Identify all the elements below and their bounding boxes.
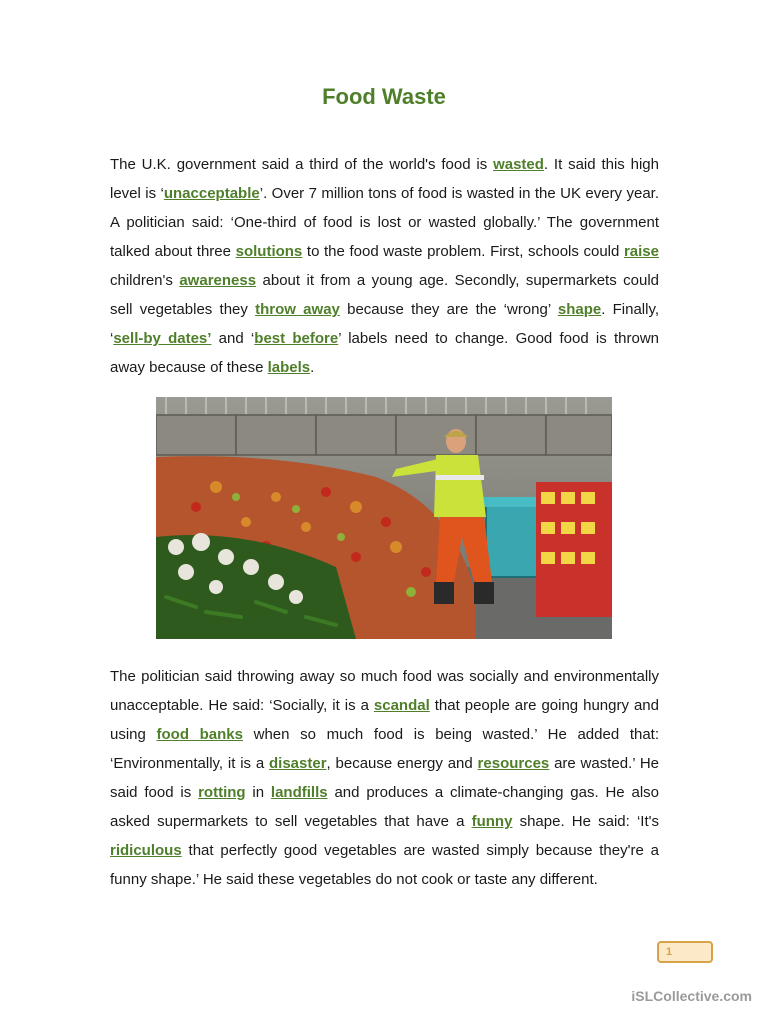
keyword-link[interactable]: food banks xyxy=(156,726,243,743)
text: because they are the ‘wrong’ xyxy=(339,301,558,318)
paragraph-2 xyxy=(110,662,659,894)
keyword-link[interactable]: labels xyxy=(267,359,311,376)
text: are wasted.’ He said food is xyxy=(110,755,660,801)
text: about it from a young age. Secondly, supermarkets could sell vegetables they xyxy=(110,272,660,318)
page-number-badge: 1 xyxy=(657,941,713,963)
keyword-link[interactable]: ridiculous xyxy=(110,842,182,859)
keyword-link[interactable]: sell-by dates’ xyxy=(113,330,212,347)
text: shape. He said: ‘It's xyxy=(512,813,659,830)
keyword-link[interactable]: disaster xyxy=(269,755,327,772)
text: that people are going hungry and using xyxy=(110,697,659,743)
keyword-link[interactable]: unacceptable xyxy=(163,185,260,202)
keyword-link[interactable]: scandal xyxy=(373,697,430,714)
watermark: iSLCollective.com xyxy=(631,988,752,1004)
text: children's xyxy=(110,272,180,289)
keyword-link[interactable]: throw away xyxy=(255,301,340,318)
keyword-link[interactable]: solutions xyxy=(235,243,303,260)
food-waste-photo xyxy=(156,397,612,639)
text: to the food waste problem. First, schools could xyxy=(302,243,624,260)
keyword-link[interactable]: wasted xyxy=(493,156,544,173)
keyword-link[interactable]: awareness xyxy=(179,272,257,289)
text: and ‘ xyxy=(211,330,255,347)
text: and produces a climate-changing gas. He also asked supermarkets to sell vegetables that have a xyxy=(110,784,660,830)
text: ’ labels need to change. Good food is thrown away because of these xyxy=(110,330,660,376)
keyword-link[interactable]: best before xyxy=(254,330,339,347)
keyword-link[interactable]: funny xyxy=(471,813,513,830)
text: when so much food is being wasted.’ He added that: ‘Environmentally, it is a xyxy=(110,726,659,772)
text: in xyxy=(245,784,271,801)
keyword-link[interactable]: resources xyxy=(477,755,550,772)
text: . It said this high level is ‘ xyxy=(110,156,659,202)
text: The U.K. government said a third of the world's food is xyxy=(110,156,494,173)
page-title: Food Waste xyxy=(322,84,446,109)
text: , because energy and xyxy=(326,755,478,772)
keyword-link[interactable]: shape xyxy=(557,301,602,318)
paragraph-1 xyxy=(110,150,659,382)
text: that perfectly good vegetables are wasted simply because they're a funny shape.’ He said these vegetables do not cook or taste any different. xyxy=(110,842,659,888)
keyword-link[interactable]: raise xyxy=(623,243,659,260)
keyword-link[interactable]: rotting xyxy=(198,784,246,801)
text: . xyxy=(310,359,315,376)
text: ’. Over 7 million tons of food is wasted in the UK every year. A politician said: ‘One-third of food is lost or wasted globally.’ The government talked about three xyxy=(110,185,659,260)
keyword-link[interactable]: landfills xyxy=(270,784,328,801)
text: . Finally, ‘ xyxy=(110,301,660,347)
text: The politician said throwing away so much food was socially and environmentally unacceptable. He said: ‘Socially, it is a xyxy=(110,668,659,714)
